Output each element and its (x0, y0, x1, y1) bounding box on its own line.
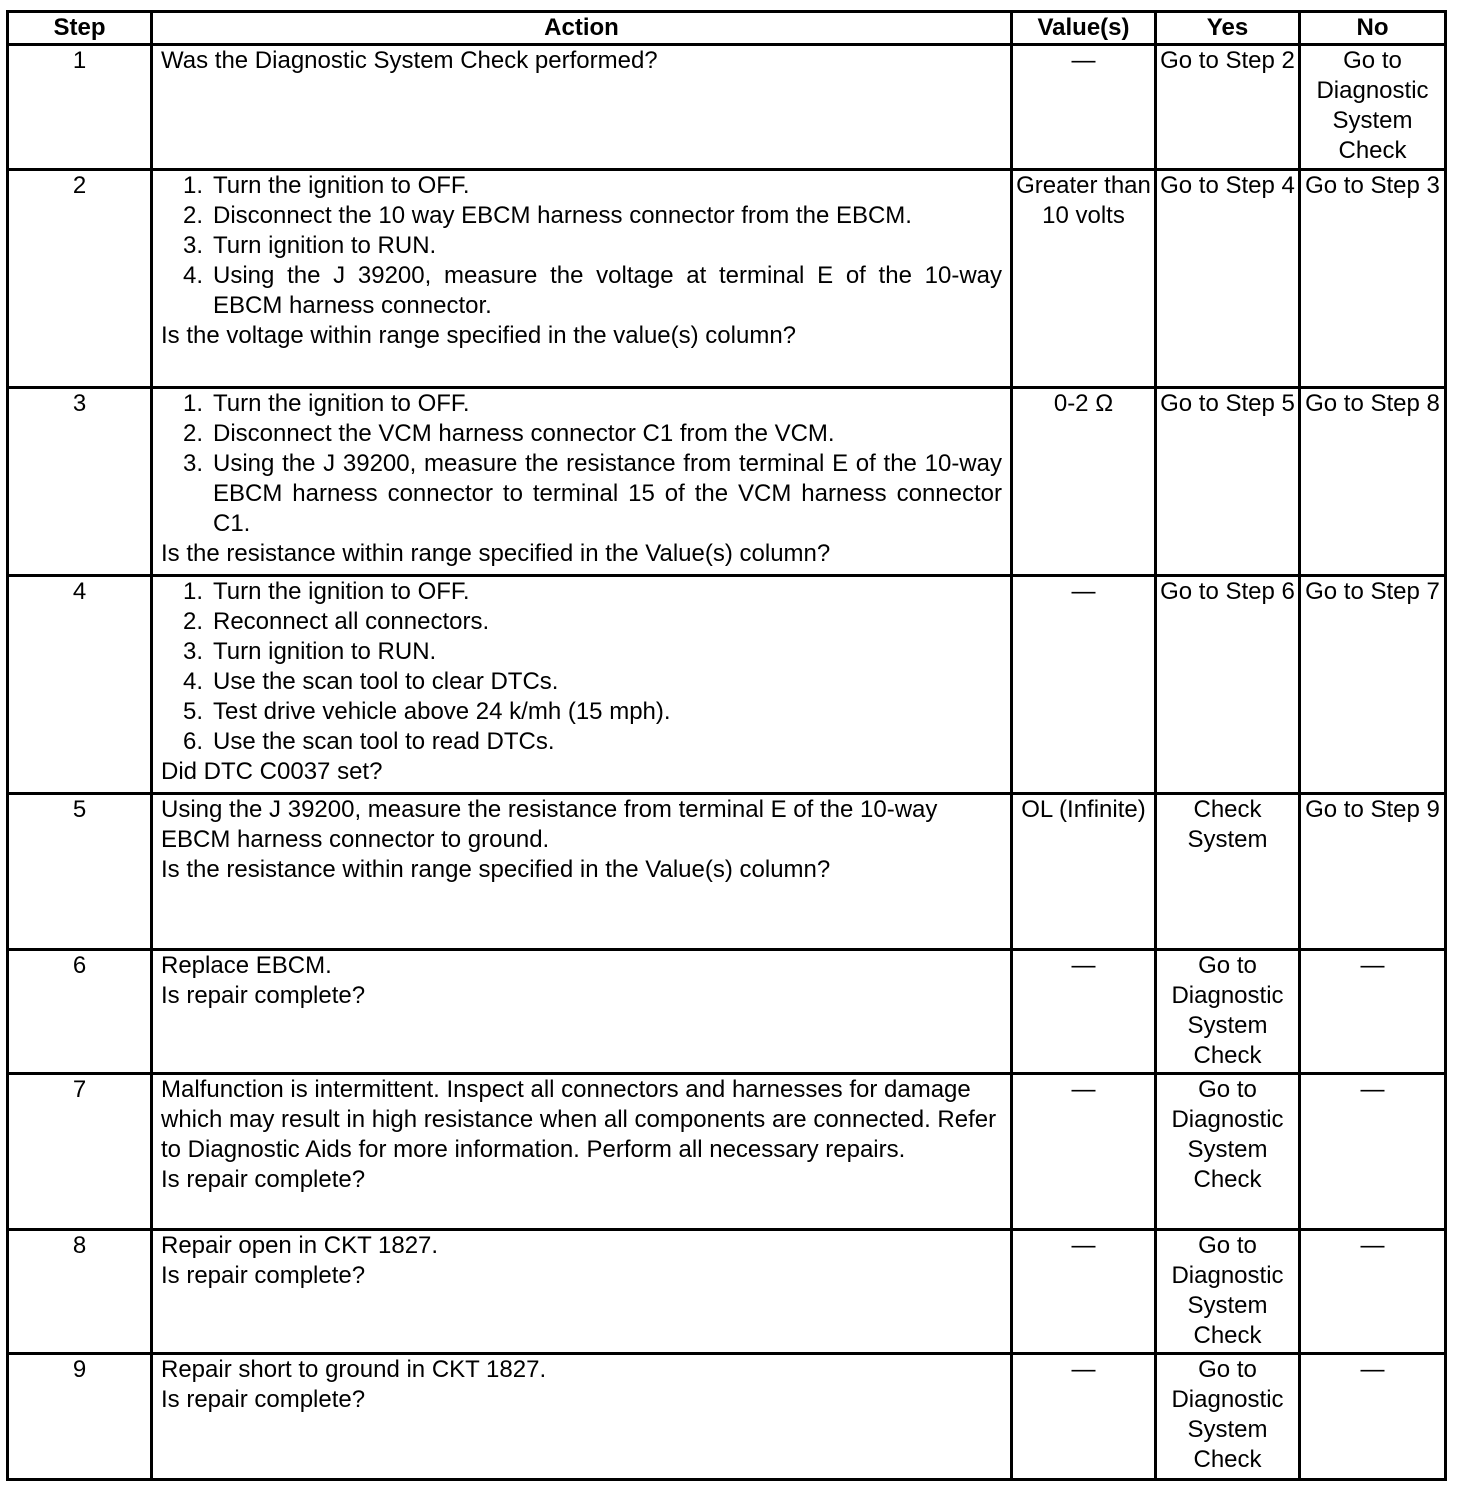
action-step-number: 1. (183, 390, 204, 417)
no-cell: — (1300, 950, 1446, 1074)
action-cell (152, 794, 1012, 950)
value-cell: — (1012, 1354, 1156, 1480)
table-row (8, 1230, 1446, 1354)
action-step-number: 6. (183, 728, 204, 755)
action-step-number: 2. (183, 608, 204, 635)
action-step-number: 3. (183, 450, 204, 477)
action-question: Is the resistance within range specified in the Value(s) column? (161, 540, 831, 567)
action-step-list (161, 171, 1002, 321)
no-cell: — (1300, 1230, 1446, 1354)
step-number: 3 (8, 388, 152, 576)
table-body (8, 45, 1446, 1480)
value-cell: — (1012, 950, 1156, 1074)
no-cell: — (1300, 1354, 1446, 1480)
table-row (8, 45, 1446, 170)
action-step-item (183, 727, 1002, 757)
header-values: Value(s) (1012, 12, 1156, 45)
header-row (8, 12, 1446, 45)
no-cell: Go to Step 8 (1300, 388, 1446, 576)
action-cell (152, 1074, 1012, 1230)
action-step-number: 1. (183, 578, 204, 605)
yes-cell: Go to Step 4 (1156, 170, 1300, 388)
action-question: Is repair complete? (161, 1386, 366, 1413)
action-step-number: 5. (183, 698, 204, 725)
table-row (8, 1354, 1446, 1480)
action-step-number: 2. (183, 420, 204, 447)
action-cell (152, 388, 1012, 576)
action-step-item (183, 607, 1002, 637)
header-action: Action (152, 12, 1012, 45)
action-step-item (183, 449, 1002, 539)
action-text: Was the Diagnostic System Check performed? (161, 47, 658, 74)
action-step-item (183, 637, 1002, 667)
action-step-number: 1. (183, 172, 204, 199)
step-number: 4 (8, 576, 152, 794)
action-text: Repair open in CKT 1827. (161, 1232, 439, 1259)
action-cell (152, 950, 1012, 1074)
action-step-item (183, 667, 1002, 697)
header-no: No (1300, 12, 1446, 45)
action-step-item (183, 201, 1002, 231)
action-step-number: 2. (183, 202, 204, 229)
value-cell: Greater than 10 volts (1012, 170, 1156, 388)
step-number: 1 (8, 45, 152, 170)
action-step-item (183, 171, 1002, 201)
action-step-list (161, 577, 1002, 757)
action-question: Did DTC C0037 set? (161, 758, 383, 785)
action-step-number: 4. (183, 262, 204, 289)
action-text: Using the J 39200, measure the resistance from terminal E of the 10-way EBCM harness connector to ground. (161, 796, 938, 853)
action-step-item (183, 231, 1002, 261)
action-step-text: Disconnect the 10 way EBCM harness connector from the EBCM. (213, 202, 912, 229)
action-step-text: Turn the ignition to OFF. (213, 390, 470, 417)
action-step-number: 3. (183, 232, 204, 259)
yes-cell: Go to Diagnostic System Check (1156, 950, 1300, 1074)
action-step-text: Turn ignition to RUN. (213, 638, 437, 665)
action-step-text: Use the scan tool to clear DTCs. (213, 668, 559, 695)
action-step-item (183, 419, 1002, 449)
no-cell: — (1300, 1074, 1446, 1230)
table-row (8, 950, 1446, 1074)
action-question: Is repair complete? (161, 1262, 366, 1289)
step-number: 6 (8, 950, 152, 1074)
yes-cell: Go to Diagnostic System Check (1156, 1230, 1300, 1354)
action-step-text: Turn the ignition to OFF. (213, 578, 470, 605)
step-number: 8 (8, 1230, 152, 1354)
value-cell: — (1012, 1230, 1156, 1354)
table-row (8, 1074, 1446, 1230)
yes-cell: Go to Step 6 (1156, 576, 1300, 794)
yes-cell: Go to Diagnostic System Check (1156, 1354, 1300, 1480)
value-cell: 0-2 Ω (1012, 388, 1156, 576)
action-cell (152, 1354, 1012, 1480)
action-step-text: Reconnect all connectors. (213, 608, 490, 635)
action-step-item (183, 697, 1002, 727)
yes-cell: Go to Step 2 (1156, 45, 1300, 170)
action-step-text: Test drive vehicle above 24 k/mh (15 mph). (213, 698, 671, 725)
action-cell (152, 170, 1012, 388)
table-row (8, 170, 1446, 388)
action-step-text: Turn the ignition to OFF. (213, 172, 470, 199)
action-step-number: 3. (183, 638, 204, 665)
table-row (8, 576, 1446, 794)
action-cell (152, 576, 1012, 794)
step-number: 5 (8, 794, 152, 950)
action-text: Replace EBCM. (161, 952, 332, 979)
action-question: Is repair complete? (161, 982, 366, 1009)
value-cell: — (1012, 1074, 1156, 1230)
action-text: Malfunction is intermittent. Inspect all connectors and harnesses for damage which may result in high resistance when all components are connected. Refer to Diagnostic Aids for more information. Perform all necessary repairs. (161, 1076, 997, 1163)
action-step-item (183, 261, 1002, 321)
action-step-text: Using the J 39200, measure the resistance from terminal E of the 10-way EBCM harness connector to terminal 15 of the VCM harness connector C1. (213, 450, 1002, 537)
action-cell (152, 1230, 1012, 1354)
action-question: Is repair complete? (161, 1166, 366, 1193)
value-cell: — (1012, 576, 1156, 794)
header-yes: Yes (1156, 12, 1300, 45)
table-row (8, 388, 1446, 576)
step-number: 2 (8, 170, 152, 388)
value-cell: — (1012, 45, 1156, 170)
no-cell: Go to Step 9 (1300, 794, 1446, 950)
action-step-text: Use the scan tool to read DTCs. (213, 728, 555, 755)
yes-cell: Go to Diagnostic System Check (1156, 1074, 1300, 1230)
no-cell: Go to Step 7 (1300, 576, 1446, 794)
no-cell: Go to Diagnostic System Check (1300, 45, 1446, 170)
action-step-item (183, 577, 1002, 607)
step-number: 9 (8, 1354, 152, 1480)
step-number: 7 (8, 1074, 152, 1230)
action-text: Repair short to ground in CKT 1827. (161, 1356, 547, 1383)
action-step-item (183, 389, 1002, 419)
table-row (8, 794, 1446, 950)
action-step-text: Turn ignition to RUN. (213, 232, 437, 259)
action-question: Is the resistance within range specified in the Value(s) column? (161, 856, 831, 883)
action-cell (152, 45, 1012, 170)
action-question: Is the voltage within range specified in the value(s) column? (161, 322, 797, 349)
no-cell: Go to Step 3 (1300, 170, 1446, 388)
yes-cell: Go to Step 5 (1156, 388, 1300, 576)
action-step-list (161, 389, 1002, 539)
action-step-text: Using the J 39200, measure the voltage at terminal E of the 10-way EBCM harness connector. (213, 262, 1002, 319)
header-step: Step (8, 12, 152, 45)
action-step-text: Disconnect the VCM harness connector C1 from the VCM. (213, 420, 835, 447)
yes-cell: Check System (1156, 794, 1300, 950)
value-cell: OL (Infinite) (1012, 794, 1156, 950)
diagnostic-table (6, 10, 1447, 1481)
action-step-number: 4. (183, 668, 204, 695)
